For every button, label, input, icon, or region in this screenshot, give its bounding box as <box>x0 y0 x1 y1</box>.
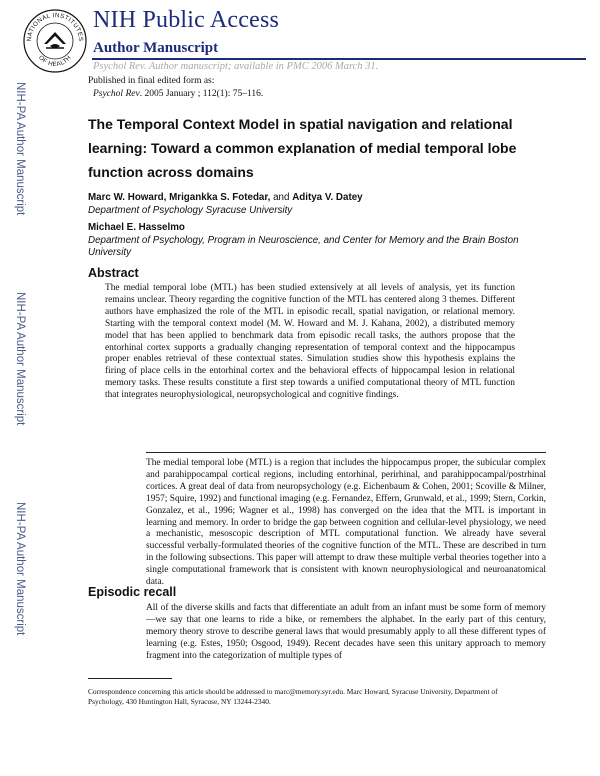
published-in-line: Published in final edited form as: <box>88 76 215 86</box>
author-block-1 <box>88 192 528 217</box>
correspondence-footnote: Correspondence concerning this article should be addressed to marc@memory.syr.edu. Marc Howard, Syracuse University, Department of Psychology, 430 Huntington Hall, Syracuse, NY 13244-2340. <box>88 687 498 706</box>
seal-text-bottom: OF HEALTH <box>37 54 73 69</box>
seal-figure-icon <box>44 32 66 48</box>
journal-name: Psychol Rev <box>93 88 140 99</box>
author-conjunction: and <box>270 192 293 203</box>
citation-line <box>88 88 263 101</box>
availability-note: Psychol Rev. Author manuscript; available in PMC 2006 March 31. <box>93 61 379 72</box>
abstract-heading: Abstract <box>88 266 139 280</box>
side-label-2 <box>7 292 27 442</box>
abstract-divider <box>146 452 546 453</box>
author-manuscript-label: Author Manuscript <box>93 40 219 56</box>
affiliation-1: Department of Psychology Syracuse University <box>88 204 293 216</box>
nih-public-access-title: NIH Public Access <box>93 7 280 33</box>
side-label-1 <box>7 82 27 232</box>
seal-text-top: NATIONAL INSTITUTES <box>25 11 85 42</box>
publication-info <box>88 75 263 100</box>
svg-text:OF HEALTH <box>37 54 73 68</box>
citation-detail: . 2005 January ; 112(1): 75–116. <box>139 88 264 99</box>
side-label-text: NIH-PA Author Manuscript <box>14 292 26 426</box>
author-names-b: Aditya V. Datey <box>292 192 363 203</box>
affiliation-2: Department of Psychology, Program in Neuroscience, and Center for Memory and the Brain Boston University <box>88 234 519 258</box>
article-title: The Temporal Context Model in spatial navigation and relational learning: Toward a common explanation of medial temporal lobe function across domains <box>88 116 517 180</box>
author-name-hasselmo: Michael E. Hasselmo <box>88 222 185 233</box>
abstract-text: The medial temporal lobe (MTL) has been studied extensively at all levels of analysis, yet its function remains unclear. Theory regarding the cognitive function of the MTL has centered along 3 themes. Different authors have emphasized the role of the MTL in episodic recall, spatial navigation, or relational memory. Starting with the temporal context model (M. W. Howard and M. J. Kahana, 2002), a distributed memory model that has been applied to benchmark data from episodic recall tasks, the authors propose that the entorhinal cortex supports a gradually changing representation of temporal context and the hippocampus proper enables retrieval of these contextual states. Simulation studies show this hypothesis explains the firing of place cells in the entorhinal cortex and the behavioral effects of hippocampal lesion in relational memory tasks. These results constitute a first step towards a unified computational theory of MTL function that integrates neurophysiological, neuropsychological and cognitive findings. <box>105 283 515 401</box>
nih-seal-logo <box>22 8 88 74</box>
footnote-divider <box>88 678 172 679</box>
side-label-3 <box>7 502 27 652</box>
episodic-recall-paragraph: All of the diverse skills and facts that differentiate an adult from an infant must be some form of memory—we say that one learns to ride a bike, or remembers the alphabet. In the early part of this century, memory theory strove to describe general laws that would presumably apply to all these different types of learning (e.g. Estes, 1950; Osgood, 1949). Recent decades have seen this unitary approach to memory fragment into the categorization of multiple types of <box>146 603 546 661</box>
side-label-text: NIH-PA Author Manuscript <box>14 82 26 216</box>
author-names-a: Marc W. Howard, Mrigankka S. Fotedar, <box>88 192 271 203</box>
section-heading-episodic-recall: Episodic recall <box>88 585 177 599</box>
intro-paragraph: The medial temporal lobe (MTL) is a region that includes the hippocampus proper, the subicular complex and parahippocampal cortical regions, including entorhinal, perirhinal, and parahippocampal/postrhinal cortices. A great deal of data from neuropsychology (e.g. Eichenbaum & Cohen, 2001; Scoville & Milner, 1957; Squire, 1992) and functional imaging (e.g. Fernandez, Effern, Grunwald, et al., 1999; Stern, Corkin, Gonzalez, et al., 1996; Wagner et al., 1998) has converged on the idea that the MTL is important in learning and memory. In order to bridge the gap between cognition and cellular-level physiology, we need a mechanistic, mesoscopic description of MTL computational function. We already have several successful verbally-formulated theories of the cognitive function of the MTL. These are described in turn in the following subsections. This paper will attempt to draw these multiple verbal theories together into a single computational framework that is consistent with known neurophysiological and neuroanatomical data. <box>146 458 546 588</box>
author-block-2 <box>88 222 528 260</box>
side-label-text: NIH-PA Author Manuscript <box>14 502 26 636</box>
